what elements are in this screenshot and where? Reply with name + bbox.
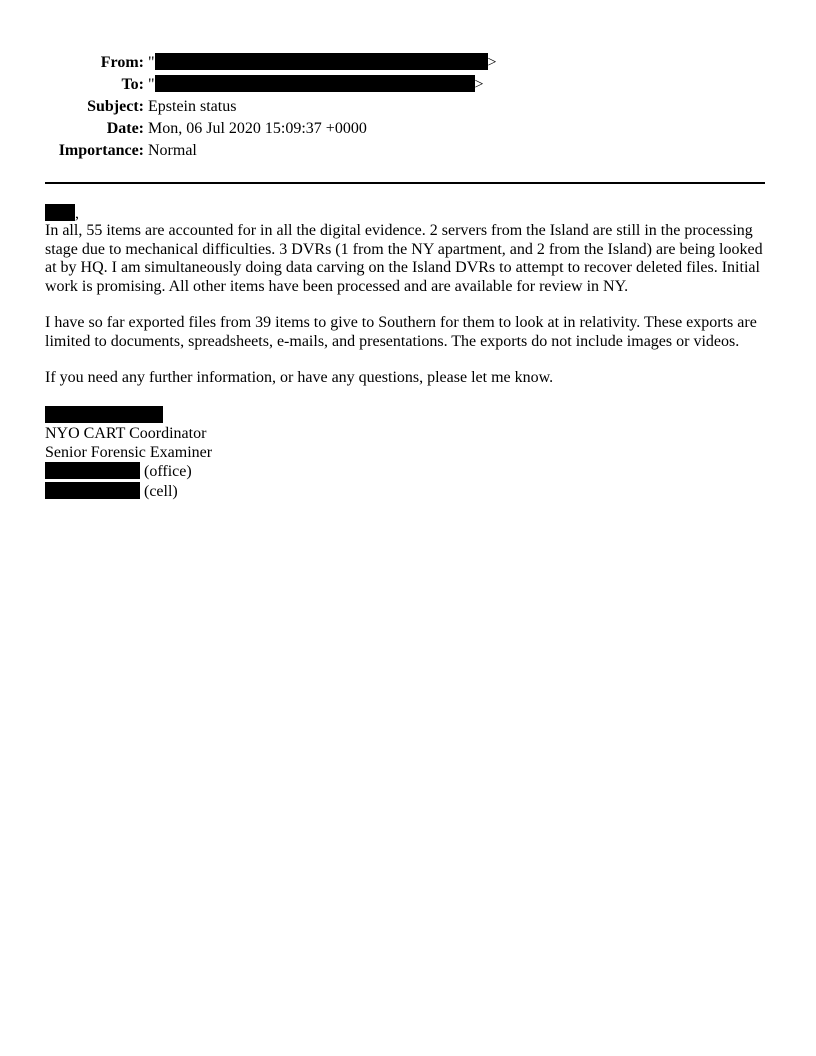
redaction-block	[155, 75, 475, 92]
to-value	[148, 74, 484, 96]
to-label: To:	[121, 76, 144, 93]
greeting	[45, 204, 770, 222]
to-suffix: >	[474, 76, 484, 93]
to-row	[0, 74, 816, 96]
date-value: Mon, 06 Jul 2020 15:09:37 +0000	[148, 120, 367, 137]
email-header	[0, 52, 816, 162]
body-paragraph: In all, 55 items are accounted for in all the digital evidence. 2 servers from the Island are still in the processing stage due to mechanical difficulties. 3 DVRs (1 from the NY apartment, and 2 from the Island) are being looked at by HQ. I am simultaneously doing data carving on the Island DVRs to attempt to recover deleted files. Initial work is promising. All other items have been processed and are available for review in NY.	[45, 222, 763, 295]
importance-label: Importance:	[58, 142, 144, 159]
date-row	[0, 118, 816, 140]
header-divider	[45, 182, 765, 184]
office-label: (office)	[140, 463, 192, 480]
from-prefix: "	[148, 54, 155, 71]
importance-value: Normal	[148, 142, 197, 159]
signature-block	[45, 406, 770, 502]
from-row	[0, 52, 816, 74]
from-value	[148, 52, 497, 74]
subject-label: Subject:	[87, 98, 144, 115]
subject-row	[0, 96, 816, 118]
redaction-block	[45, 482, 140, 499]
redaction-block	[45, 462, 140, 479]
redaction-block	[45, 204, 75, 221]
subject-value: Epstein status	[148, 98, 237, 115]
signature-phone-office	[45, 462, 770, 482]
from-label: From:	[100, 54, 144, 71]
signature-phone-cell	[45, 482, 770, 502]
date-label: Date:	[106, 120, 144, 137]
importance-row	[0, 140, 816, 162]
signature-title: NYO CART Coordinator	[45, 425, 207, 442]
email-body	[45, 204, 770, 501]
signature-name	[45, 406, 770, 426]
redaction-block	[155, 53, 488, 70]
body-paragraph: If you need any further information, or have any questions, please let me know.	[45, 369, 554, 386]
cell-label: (cell)	[140, 482, 178, 500]
from-suffix: >	[487, 54, 497, 71]
greeting-comma: ,	[75, 205, 79, 222]
redaction-block	[45, 406, 163, 423]
signature-title: Senior Forensic Examiner	[45, 443, 213, 461]
to-prefix: "	[148, 76, 155, 93]
body-paragraph: I have so far exported files from 39 items to give to Southern for them to look at in relativity. These exports are limited to documents, spreadsheets, e-mails, and presentations. The exports do not include images or videos.	[45, 314, 757, 350]
